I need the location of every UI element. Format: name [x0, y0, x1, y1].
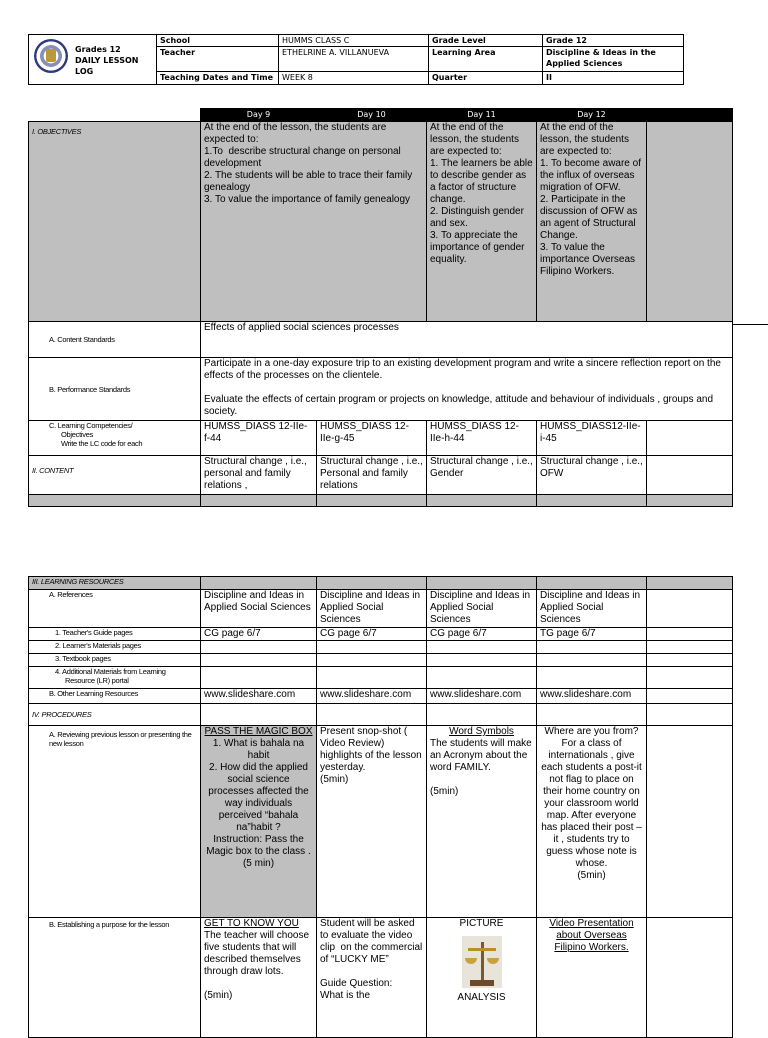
content-standards-label: A. Content Standards	[29, 322, 201, 358]
tg-value: TG page 6/7	[537, 628, 647, 641]
competency-code: HUMSS_DIASS 12-IIe-h-44	[427, 421, 537, 456]
resources-label: III. LEARNING RESOURCES	[29, 577, 201, 590]
quarter-value: II	[543, 72, 684, 85]
objectives-label: I. OBJECTIVES	[29, 122, 201, 322]
procedure-b-label: B. Establishing a purpose for the lesson	[29, 918, 201, 1038]
other-resource-value: www.slideshare.com	[427, 689, 537, 704]
tg-value: CG page 6/7	[427, 628, 537, 641]
content-standards-value: Effects of applied social sciences processes	[201, 322, 733, 358]
lr-portal-label: 4. Additional Materials from Learning Resource (LR) portal	[29, 667, 201, 689]
lm-label: 2. Learner's Materials pages	[29, 641, 201, 654]
other-resource-value: www.slideshare.com	[537, 689, 647, 704]
content-label: II. CONTENT	[29, 456, 201, 495]
other-resource-value: www.slideshare.com	[317, 689, 427, 704]
reference-value: Discipline and Ideas in Applied Social Sciences	[317, 590, 427, 628]
school-value: HUMMS CLASS C	[279, 35, 429, 47]
objectives-blank	[647, 122, 733, 322]
objectives-day12: At the end of the lesson, the students are expected to: 1. To become aware of the influx of overseas migration of OFW. 2. Participate in the discussion of OFW as an agent of Structural Change. 3. To value the importance Overseas Filipino Workers.	[537, 122, 647, 322]
objectives-day9-10: At the end of the lesson, the students are expected to: 1.To describe structural change on personal development 2. The students will be able to trace their family genealogy 3. To value the importance of family genealogy	[201, 122, 427, 322]
quarter-label: Quarter	[429, 72, 543, 85]
performance-standards-value: Participate in a one-day exposure trip to an existing development program and write a sincere reflection report on the effects of the processes on the clientele. Evaluate the effects of certain program or projects on knowledge, attitude and behaviour of individuals , groups and society.	[201, 358, 733, 421]
tg-label: 1. Teacher's Guide pages	[29, 628, 201, 641]
tg-value: CG page 6/7	[317, 628, 427, 641]
dates-label: Teaching Dates and Time	[157, 72, 279, 85]
competency-code: HUMSS_DIASS 12-IIe-g-45	[317, 421, 427, 456]
reference-value: Discipline and Ideas in Applied Social Sciences	[201, 590, 317, 628]
content-value: Structural change , i.e., personal and family relations ,	[201, 456, 317, 495]
content-blank	[647, 456, 733, 495]
procedure-b-day12: Video Presentation about Overseas Filipino Workers.	[537, 918, 647, 1038]
blank-corner	[29, 109, 201, 122]
objectives-table	[28, 108, 733, 507]
day-header: Day 12	[537, 109, 647, 122]
content-value: Structural change , i.e., OFW	[537, 456, 647, 495]
day-header-blank	[647, 109, 733, 122]
competency-code: HUMSS_DIASS 12-IIe-f-44	[201, 421, 317, 456]
day-header: Day 10	[317, 109, 427, 122]
dates-value: WEEK 8	[279, 72, 429, 85]
teacher-value: ETHELRINE A. VILLANUEVA	[279, 47, 429, 72]
competency-code: HUMSS_DIASS12-IIe-i-45	[537, 421, 647, 456]
day-header: Day 11	[427, 109, 537, 122]
procedure-a-day10: Present snop-shot ( Video Review) highlights of the lesson yesterday. (5min)	[317, 726, 427, 918]
procedure-b-day11: PICTURE ANALYSIS	[427, 918, 537, 1038]
procedure-b-day9: GET TO KNOW YOU The teacher will choose five students that will described themselves through draw lots. (5min)	[201, 918, 317, 1038]
procedure-a-day9: PASS THE MAGIC BOX 1. What is bahala na habit 2. How did the applied social science processes affected the way individuals perceived “bahala na”habit ? Instruction: Pass the Magic box to the class . (5 min)	[201, 726, 317, 918]
procedure-b-day10: Student will be asked to evaluate the video clip on the commercial of “LUCKY ME” Guide Question: What is the	[317, 918, 427, 1038]
header-table	[28, 34, 684, 85]
school-label: School	[157, 35, 279, 47]
competency-blank	[647, 421, 733, 456]
content-value: Structural change , i.e., Gender	[427, 456, 537, 495]
competencies-label: C. Learning Competencies/ Objectives Write the LC code for each	[29, 421, 201, 456]
teacher-label: Teacher	[157, 47, 279, 72]
other-resource-value: www.slideshare.com	[201, 689, 317, 704]
procedures-table	[28, 576, 733, 1038]
grade-label: Grade Level	[429, 35, 543, 47]
procedure-a-label: A. Reviewing previous lesson or presenting the new lesson	[29, 726, 201, 918]
procedure-a-day11: Word Symbols The students will make an Acronym about the word FAMILY. (5min)	[427, 726, 537, 918]
performance-standards-label: B. Performance Standards	[29, 358, 201, 421]
objectives-right-rule	[732, 324, 768, 325]
procedure-a-day12: Where are you from? For a class of internationals , give each students a post-it not flag to place on their home country on your classroom world map. After everyone has placed their post –it , students try to guess whose note is whose. (5min)	[537, 726, 647, 918]
day-header: Day 9	[201, 109, 317, 122]
objectives-day11: At the end of the lesson, the students are expected to: 1. The learners be able to describe gender as a factor of structure change. 2. Distinguish gender and sex. 3. To appreciate the importance of gender equality.	[427, 122, 537, 322]
area-value: Discipline & Ideas in the Applied Sciences	[543, 47, 684, 72]
area-label: Learning Area	[429, 47, 543, 72]
references-label: A. References	[29, 590, 201, 628]
reference-value: Discipline and Ideas in Applied Social Sciences	[537, 590, 647, 628]
textbook-label: 3. Textbook pages	[29, 654, 201, 667]
logo-cell	[29, 35, 157, 85]
grade-value: Grade 12	[543, 35, 684, 47]
log-title: Grades 12 DAILY LESSON LOG	[75, 45, 139, 76]
content-value: Structural change , i.e., Personal and family relations	[317, 456, 427, 495]
procedures-label: IV. PROCEDURES	[29, 704, 201, 726]
other-resources-label: B. Other Learning Resources	[29, 689, 201, 704]
tg-value: CG page 6/7	[201, 628, 317, 641]
reference-value: Discipline and Ideas in Applied Social Sciences	[427, 590, 537, 628]
scales-of-justice-image	[462, 936, 502, 988]
spacer-row	[29, 495, 201, 507]
